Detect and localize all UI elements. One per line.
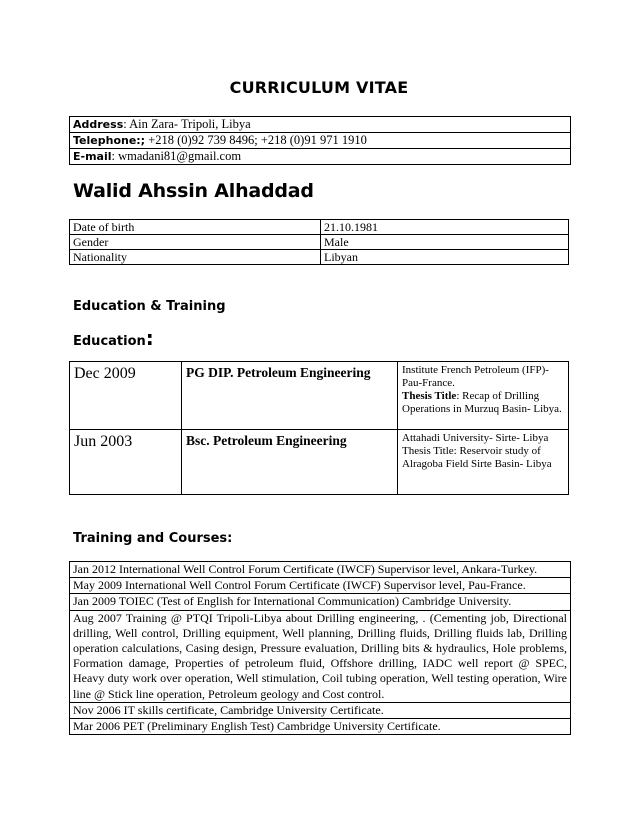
education-degree: PG DIP. Petroleum Engineering <box>182 362 398 430</box>
gender-label: Gender <box>70 235 321 250</box>
thesis-label: Thesis Title <box>402 445 454 457</box>
education-heading-text: Education <box>73 334 146 349</box>
address-row <box>70 117 570 133</box>
email-row <box>70 149 570 165</box>
table-row <box>70 235 569 250</box>
address-value: : Ain Zara- Tripoli, Libya <box>123 117 251 131</box>
list-item: Jan 2009 TOIEC (Test of English for International Communication) Cambridge University. <box>70 594 570 610</box>
education-table <box>69 361 569 495</box>
address-label: Address <box>73 118 124 131</box>
education-date: Jun 2003 <box>70 430 182 495</box>
table-row <box>70 250 569 265</box>
thesis-label: Thesis Title <box>402 390 457 402</box>
education-details <box>398 430 569 495</box>
education-heading-colon: : <box>145 326 154 350</box>
table-row <box>70 362 569 430</box>
list-item: May 2009 International Well Control Forum Certificate (IWCF) Supervisor level, Pau-France. <box>70 578 570 594</box>
courses-table <box>69 561 571 735</box>
training-heading: Training and Courses: <box>73 531 233 546</box>
institution-name: Attahadi University- Sirte- Libya <box>402 432 549 444</box>
thesis-title: : Recap of Drilling Operations in Murzuq Basin- Libya. <box>402 390 562 415</box>
list-item: Mar 2006 PET (Preliminary English Test) Cambridge University Certificate. <box>70 719 570 735</box>
list-item: Aug 2007 Training @ PTQI Tripoli-Libya about Drilling engineering, . (Cementing job, Directional drilling, Well control, Drilling equipment, Well planning, Drilling fluids, Drilling fluids lab, Drilling operation calculations, Casing design, Pressure evaluation, Drilling bits & hydraulics, Hole problems, Formation damage, Properties of petroleum fluid, Offshore drilling, IADC well report @ SPEC, Heavy duty work over operation, Well stimulation, Coil tubing operation, Well testing operation, Wire line @ Stick line operation, Petroleum geology and Cost control. <box>70 611 570 703</box>
email-value: : wmadani81@gmail.com <box>111 149 242 163</box>
dob-value: 21.10.1981 <box>321 220 569 235</box>
table-row <box>70 430 569 495</box>
contact-box <box>69 116 571 165</box>
list-item: Nov 2006 IT skills certificate, Cambridge University Certificate. <box>70 703 570 719</box>
education-training-heading: Education & Training <box>73 299 226 314</box>
document-title: CURRICULUM VITAE <box>229 78 409 97</box>
gender-value: Male <box>321 235 569 250</box>
telephone-value: +218 (0)92 739 8496; +218 (0)91 971 1910 <box>145 133 367 147</box>
nationality-label: Nationality <box>70 250 321 265</box>
email-label: E-mail <box>73 150 112 163</box>
telephone-label: Telephone:; <box>73 134 146 147</box>
education-date: Dec 2009 <box>70 362 182 430</box>
education-degree: Bsc. Petroleum Engineering <box>182 430 398 495</box>
candidate-name: Walid Ahssin Alhaddad <box>73 180 314 202</box>
thesis-title: : Reservoir study of Alragoba Field Sirte Basin- Libya <box>402 445 552 470</box>
list-item: Jan 2012 International Well Control Forum Certificate (IWCF) Supervisor level, Ankara-Turkey. <box>70 562 570 578</box>
telephone-row <box>70 133 570 149</box>
nationality-value: Libyan <box>321 250 569 265</box>
institution-name: Institute French Petroleum (IFP)-Pau-France. <box>402 364 549 389</box>
education-heading <box>73 326 154 350</box>
education-details <box>398 362 569 430</box>
table-row <box>70 220 569 235</box>
dob-label: Date of birth <box>70 220 321 235</box>
personal-details-table <box>69 219 569 265</box>
